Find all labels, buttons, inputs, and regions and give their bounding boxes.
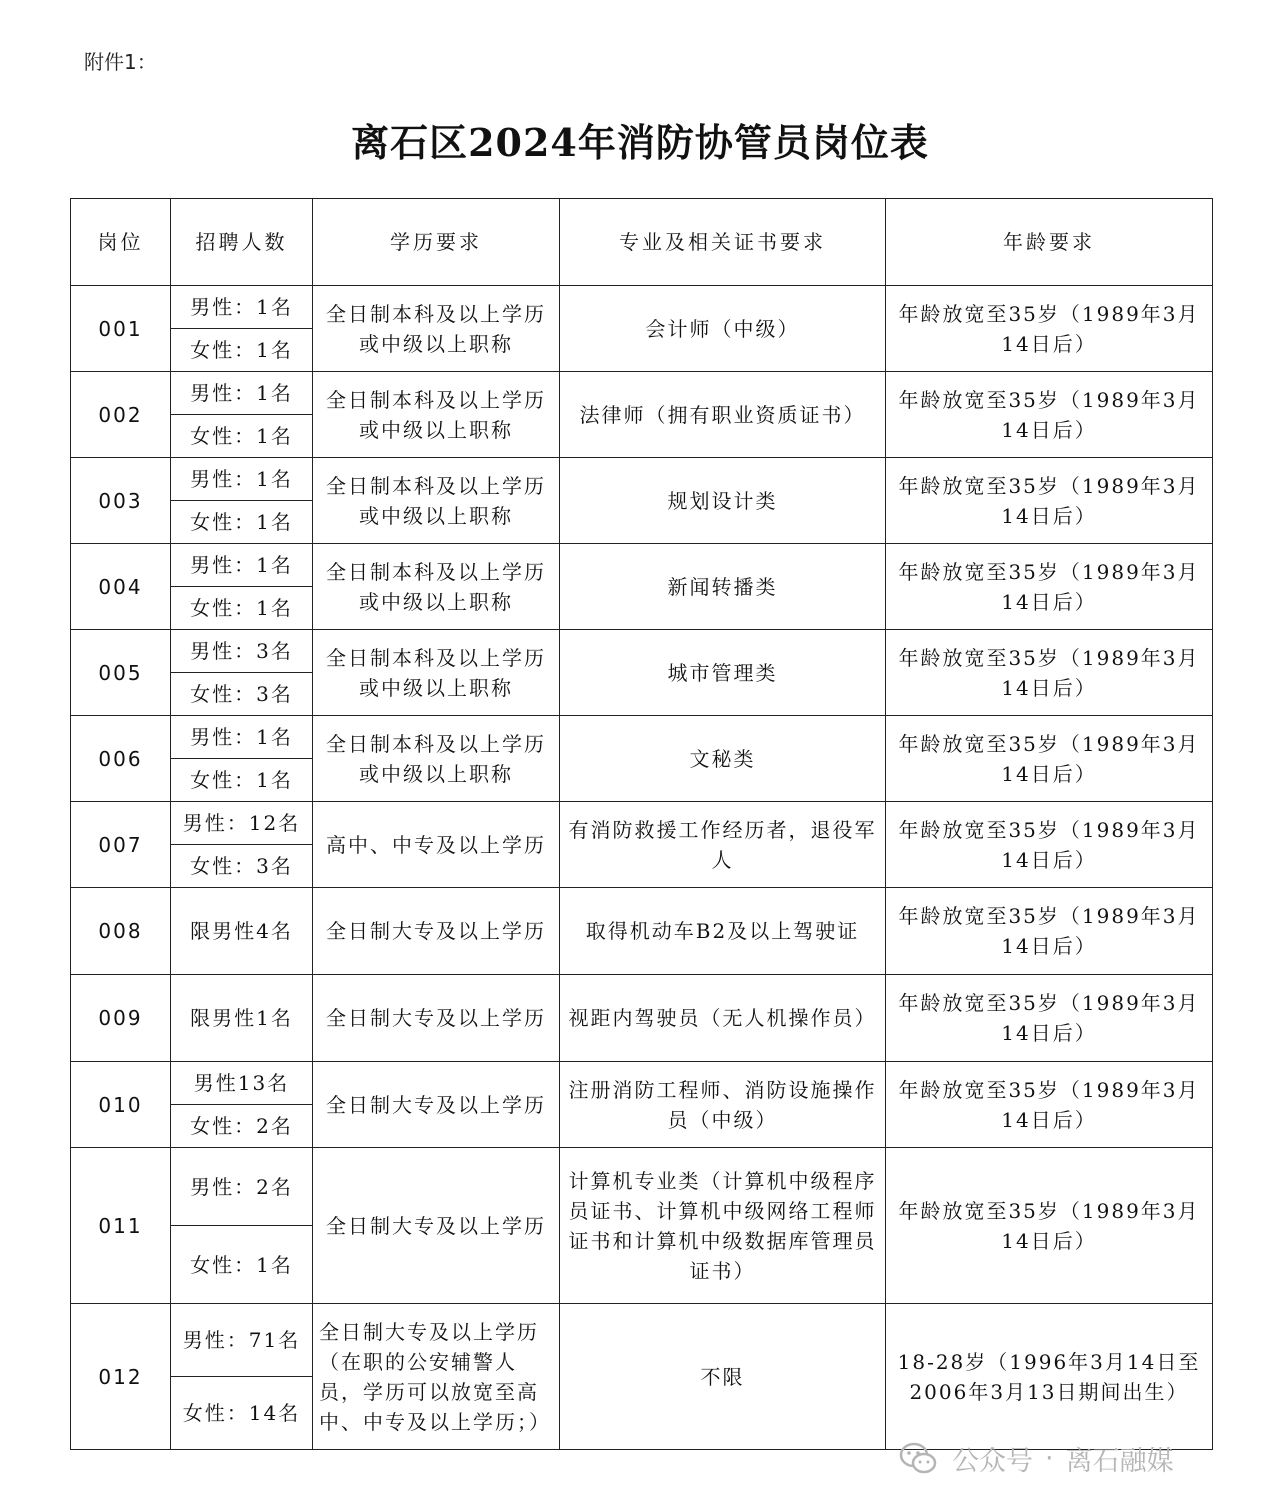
attachment-label: 附件1： bbox=[84, 50, 157, 74]
count-male: 男性：3名 bbox=[171, 630, 313, 673]
count-female: 女性：14名 bbox=[171, 1377, 313, 1450]
position-id: 011 bbox=[71, 1148, 171, 1304]
age-requirement: 年龄放宽至35岁（1989年3月14日后） bbox=[886, 1062, 1213, 1148]
header-count: 招聘人数 bbox=[171, 199, 313, 286]
education-requirement: 全日制本科及以上学历或中级以上职称 bbox=[313, 458, 560, 544]
certificate-requirement: 会计师（中级） bbox=[560, 286, 886, 372]
table-row bbox=[71, 372, 1213, 415]
age-requirement: 年龄放宽至35岁（1989年3月14日后） bbox=[886, 975, 1213, 1062]
count-male: 男性：2名 bbox=[171, 1148, 313, 1226]
page-title: 离石区2024年消防协管员岗位表 bbox=[351, 120, 929, 165]
position-id: 001 bbox=[71, 286, 171, 372]
count-male: 男性：1名 bbox=[171, 458, 313, 501]
count-female: 女性：1名 bbox=[171, 501, 313, 544]
watermark-name: 离石融媒 bbox=[1065, 1445, 1174, 1477]
count-female: 女性：3名 bbox=[171, 673, 313, 716]
table-row bbox=[71, 802, 1213, 845]
wechat-icon bbox=[898, 1438, 938, 1478]
position-id: 007 bbox=[71, 802, 171, 888]
table-row bbox=[71, 716, 1213, 759]
count-female: 女性：1名 bbox=[171, 1226, 313, 1304]
certificate-requirement: 有消防救援工作经历者，退役军人 bbox=[560, 802, 886, 888]
age-requirement: 年龄放宽至35岁（1989年3月14日后） bbox=[886, 888, 1213, 975]
table-row bbox=[71, 1304, 1213, 1377]
certificate-requirement: 取得机动车B2及以上驾驶证 bbox=[560, 888, 886, 975]
count-female: 女性：1名 bbox=[171, 415, 313, 458]
age-requirement: 年龄放宽至35岁（1989年3月14日后） bbox=[886, 286, 1213, 372]
age-requirement: 18-28岁（1996年3月14日至2006年3月13日期间出生） bbox=[886, 1304, 1213, 1450]
education-requirement: 全日制大专及以上学历（在职的公安辅警人员，学历可以放宽至高中、中专及以上学历；） bbox=[313, 1304, 560, 1450]
header-position: 岗位 bbox=[71, 199, 171, 286]
table-row bbox=[71, 975, 1213, 1062]
table-row bbox=[71, 544, 1213, 587]
count-female: 女性：3名 bbox=[171, 845, 313, 888]
count-male: 男性：12名 bbox=[171, 802, 313, 845]
table-row bbox=[71, 286, 1213, 329]
positions-table bbox=[70, 198, 1213, 1450]
education-requirement: 全日制大专及以上学历 bbox=[313, 1148, 560, 1304]
certificate-requirement: 视距内驾驶员（无人机操作员） bbox=[560, 975, 886, 1062]
count-male: 男性：1名 bbox=[171, 716, 313, 759]
education-requirement: 全日制本科及以上学历或中级以上职称 bbox=[313, 716, 560, 802]
table-row bbox=[71, 1148, 1213, 1226]
age-requirement: 年龄放宽至35岁（1989年3月14日后） bbox=[886, 802, 1213, 888]
position-id: 003 bbox=[71, 458, 171, 544]
age-requirement: 年龄放宽至35岁（1989年3月14日后） bbox=[886, 716, 1213, 802]
count-female: 女性：1名 bbox=[171, 329, 313, 372]
count-male-only: 限男性4名 bbox=[171, 888, 313, 975]
position-id: 006 bbox=[71, 716, 171, 802]
count-female: 女性：1名 bbox=[171, 587, 313, 630]
education-requirement: 全日制本科及以上学历或中级以上职称 bbox=[313, 544, 560, 630]
count-female: 女性：2名 bbox=[171, 1105, 313, 1148]
education-requirement: 全日制本科及以上学历或中级以上职称 bbox=[313, 630, 560, 716]
position-id: 004 bbox=[71, 544, 171, 630]
header-education: 学历要求 bbox=[313, 199, 560, 286]
age-requirement: 年龄放宽至35岁（1989年3月14日后） bbox=[886, 1148, 1213, 1304]
education-requirement: 高中、中专及以上学历 bbox=[313, 802, 560, 888]
certificate-requirement: 规划设计类 bbox=[560, 458, 886, 544]
table-row bbox=[71, 888, 1213, 975]
watermark bbox=[898, 1438, 1174, 1478]
count-male: 男性：1名 bbox=[171, 372, 313, 415]
age-requirement: 年龄放宽至35岁（1989年3月14日后） bbox=[886, 458, 1213, 544]
watermark-prefix: 公众号 bbox=[952, 1445, 1033, 1477]
position-id: 010 bbox=[71, 1062, 171, 1148]
certificate-requirement: 不限 bbox=[560, 1304, 886, 1450]
header-certificate: 专业及相关证书要求 bbox=[560, 199, 886, 286]
position-id: 002 bbox=[71, 372, 171, 458]
education-requirement: 全日制本科及以上学历或中级以上职称 bbox=[313, 286, 560, 372]
position-id: 008 bbox=[71, 888, 171, 975]
table-row bbox=[71, 1062, 1213, 1105]
position-id: 009 bbox=[71, 975, 171, 1062]
position-id: 012 bbox=[71, 1304, 171, 1450]
count-female: 女性：1名 bbox=[171, 759, 313, 802]
count-male: 男性：71名 bbox=[171, 1304, 313, 1377]
age-requirement: 年龄放宽至35岁（1989年3月14日后） bbox=[886, 372, 1213, 458]
age-requirement: 年龄放宽至35岁（1989年3月14日后） bbox=[886, 544, 1213, 630]
position-id: 005 bbox=[71, 630, 171, 716]
header-age: 年龄要求 bbox=[886, 199, 1213, 286]
certificate-requirement: 文秘类 bbox=[560, 716, 886, 802]
education-requirement: 全日制大专及以上学历 bbox=[313, 888, 560, 975]
certificate-requirement: 注册消防工程师、消防设施操作员（中级） bbox=[560, 1062, 886, 1148]
education-requirement: 全日制大专及以上学历 bbox=[313, 975, 560, 1062]
table-header-row bbox=[71, 199, 1213, 286]
count-male-only: 限男性1名 bbox=[171, 975, 313, 1062]
count-male: 男性：1名 bbox=[171, 286, 313, 329]
certificate-requirement: 城市管理类 bbox=[560, 630, 886, 716]
certificate-requirement: 新闻转播类 bbox=[560, 544, 886, 630]
watermark-separator: · bbox=[1045, 1442, 1054, 1474]
table-row bbox=[71, 630, 1213, 673]
count-male: 男性：1名 bbox=[171, 544, 313, 587]
table-row bbox=[71, 458, 1213, 501]
certificate-requirement: 法律师（拥有职业资质证书） bbox=[560, 372, 886, 458]
age-requirement: 年龄放宽至35岁（1989年3月14日后） bbox=[886, 630, 1213, 716]
education-requirement: 全日制本科及以上学历或中级以上职称 bbox=[313, 372, 560, 458]
education-requirement: 全日制大专及以上学历 bbox=[313, 1062, 560, 1148]
count-male: 男性13名 bbox=[171, 1062, 313, 1105]
certificate-requirement: 计算机专业类（计算机中级程序员证书、计算机中级网络工程师证书和计算机中级数据库管理员证书） bbox=[560, 1148, 886, 1304]
